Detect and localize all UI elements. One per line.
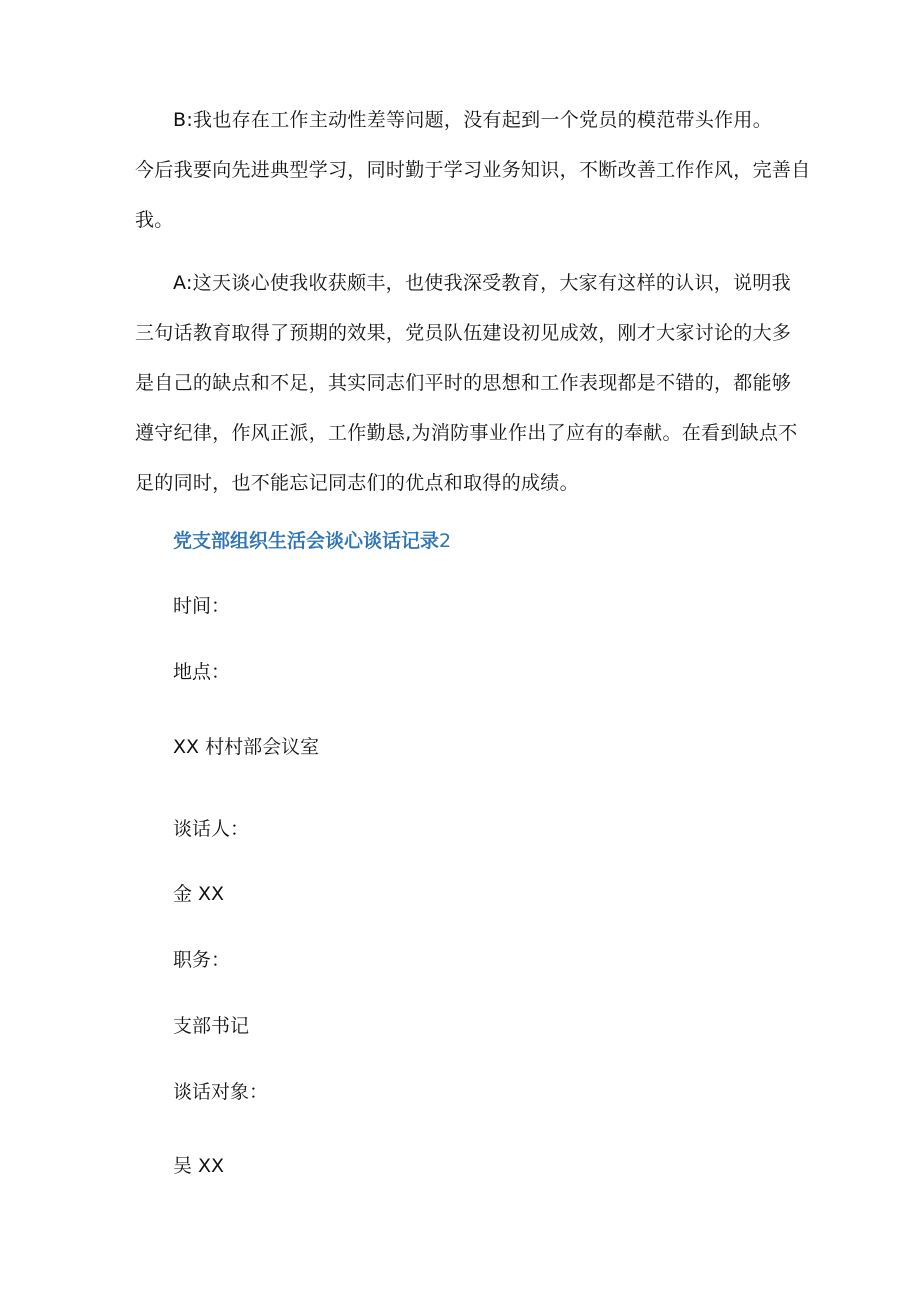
paragraph-b <box>135 95 811 245</box>
time-label: 时间： <box>173 595 231 617</box>
section-title: 党支部组织生活会谈心谈话记录 <box>173 530 440 552</box>
position-label: 职务： <box>173 949 231 971</box>
paragraph-line: 是自己的缺点和不足，其实同志们平时的思想和工作表现都是不错的，都能够 <box>135 372 792 394</box>
paragraph-line: 足的同时，也不能忘记同志们的优点和取得的成绩。 <box>135 472 579 494</box>
speaker-value: 金 XX <box>173 883 225 905</box>
speaker-label: 谈话人： <box>173 818 250 840</box>
place-label: 地点： <box>173 661 231 683</box>
paragraph-line: 遵守纪律，作风正派，工作勤恳,为消防事业作出了应有的奉献。在看到缺点不 <box>135 422 798 444</box>
section-heading <box>173 523 451 559</box>
section-number: 2 <box>439 530 452 552</box>
position-value: 支部书记 <box>173 1015 250 1037</box>
place-value: XX 村村部会议室 <box>173 736 320 758</box>
paragraph-line: 我。 <box>135 209 174 231</box>
paragraph-line: 三句话教育取得了预期的效果，党员队伍建设初见成效，刚才大家讨论的大多 <box>135 322 792 344</box>
target-label: 谈话对象： <box>173 1081 269 1103</box>
paragraph-a <box>135 258 798 508</box>
paragraph-line: A:这天谈心使我收获颇丰，也使我深受教育，大家有这样的认识，说明我 <box>173 272 791 294</box>
paragraph-line: 今后我要向先进典型学习，同时勤于学习业务知识，不断改善工作作风，完善自 <box>135 159 811 181</box>
paragraph-line: B:我也存在工作主动性差等问题，没有起到一个党员的模范带头作用。 <box>173 109 773 131</box>
target-value: 吴 XX <box>173 1155 225 1177</box>
